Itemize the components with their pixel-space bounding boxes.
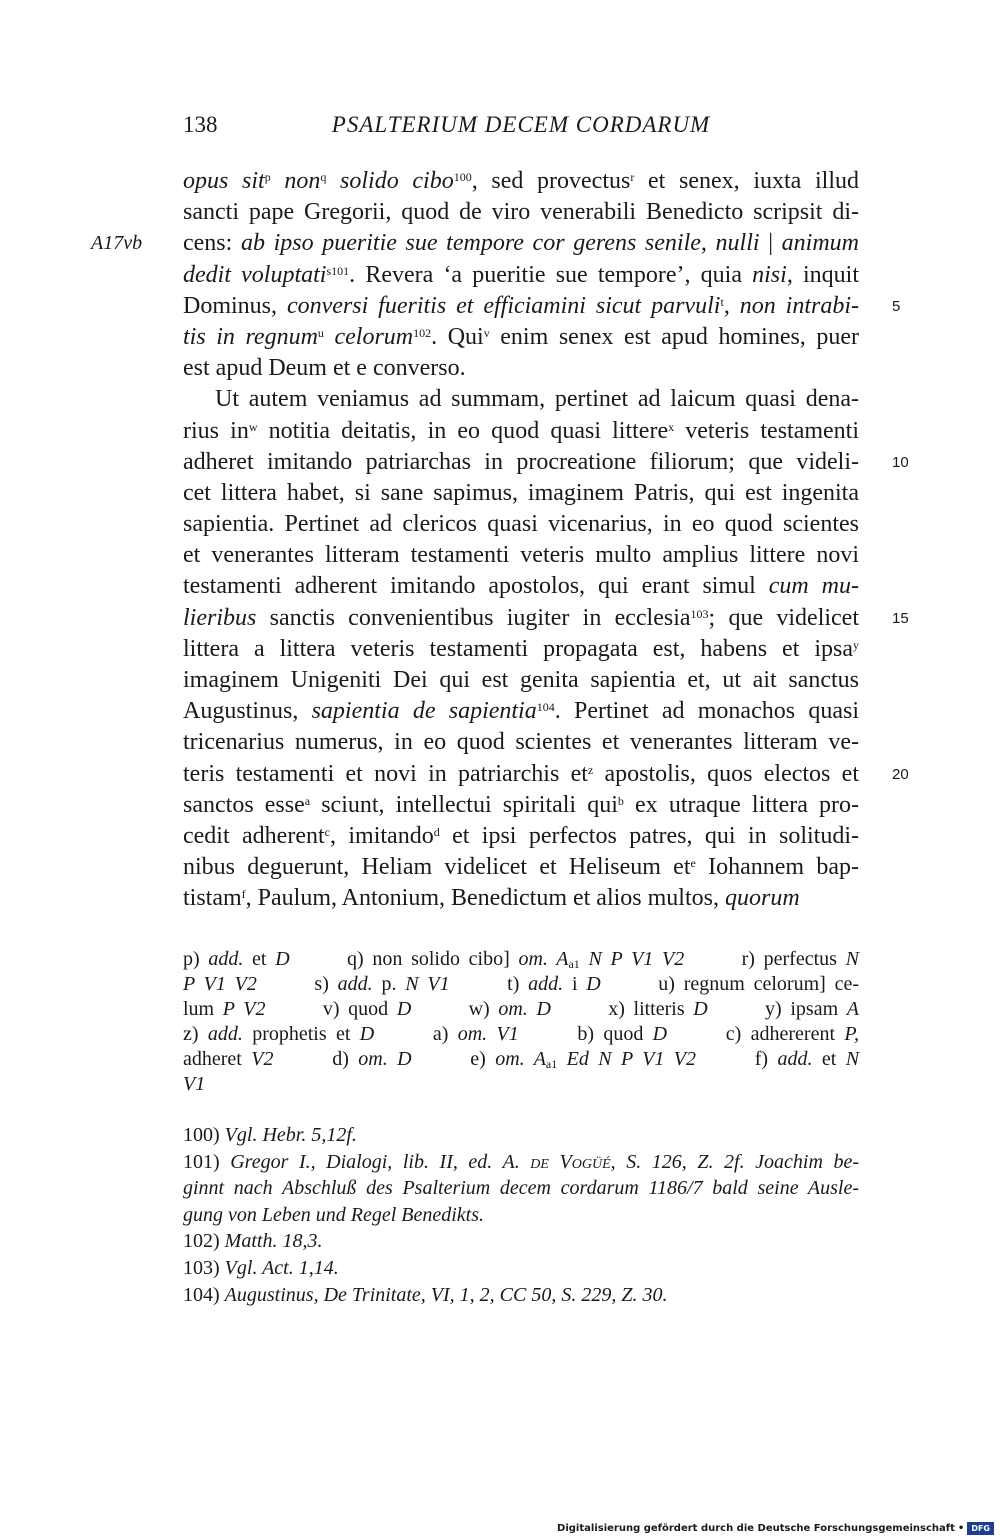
footnote-line: gung von Leben und Regel Benedikts. [183, 1203, 485, 1226]
text-line: cedit adherent$^c$, imitando$^d$ et ipsi perfectos patres, qui in solitudi- [183, 822, 860, 849]
line-number: 15 [892, 609, 909, 627]
credit-text: Digitalisierung gefördert durch die Deutsche Forschungsgemeinschaft [557, 1523, 955, 1534]
apparatus-line: adheret V2 d) om. D e) om. $A_{a1}$ Ed N P V1 V2 f) add. et N [183, 1048, 860, 1071]
critical-apparatus [183, 947, 859, 1097]
credit-separator: • [957, 1523, 965, 1534]
footnote-line: 103) Vgl. Act. 1,14. [183, 1256, 339, 1279]
apparatus-line: P V1 V2 s) add. p. N V1 t) add. i D u) regnum celorum] ce- [183, 973, 860, 995]
text-line: est apud Deum et e converso. [183, 355, 466, 382]
dfg-logo-icon: DFG [967, 1522, 994, 1535]
apparatus-line: lum P V2 v) quod D w) om. D x) litteris D y) ipsam A [183, 998, 860, 1020]
text-line: rius $in^w$ notitia deitatis, in eo quod quasi littere$^x$ veteris testamenti [183, 417, 860, 444]
line-number: 20 [892, 765, 909, 783]
text-line: lieribus sanctis convenientibus iugiter in ecclesia$^{103}$; que videlicet 15 [183, 603, 859, 634]
line-number: 10 [892, 453, 909, 471]
text-line: littera a littera veteris testamenti propagata est, habens et ipsa$^y$ [183, 635, 859, 662]
footnote-line: 102) Matth. 18,3. [183, 1230, 323, 1253]
footnote-line: 101) Gregor I., Dialogi, lib. II, ed. A. de Vogüé, S. 126, Z. 2f. Joachim be- [183, 1150, 859, 1173]
footnote-line: 100) Vgl. Hebr. 5,12f. [183, 1124, 357, 1146]
apparatus-line: p) add. et D q) non solido cibo] om. $A_{a1}$ N P V1 V2 r) perfectus N [183, 948, 859, 971]
text-line: cens: ab ipso pueritie sue tempore cor gerens senile, nulli | animum A17vb [183, 228, 859, 259]
text-line: dedit voluptati$^{s101}$. Revera ‘a pueritie sue tempore’, quia nisi, inquit [183, 261, 859, 288]
text-line: Ut autem veniamus ad summam, pertinet ad laicum quasi dena- [215, 386, 859, 413]
footnotes [183, 1122, 859, 1308]
digitization-credit [557, 1522, 994, 1535]
text-line: tricenarius numerus, in eo quod scientes et venerantes litteram ve- [183, 729, 859, 756]
text-line: testamenti adherent imitando apostolos, qui erant simul cum mu- [183, 573, 859, 600]
text-line: sanctos esse$^a$ sciunt, intellectui spiritali qui$^b$ ex utraque littera pro- [183, 791, 859, 818]
apparatus-line: V1 [183, 1073, 206, 1095]
line-number: 5 [892, 297, 901, 315]
running-title: PSALTERIUM DECEM CORDARUM [331, 112, 711, 137]
text-line: et venerantes litteram testamenti veteris multo amplius littere novi [183, 542, 859, 569]
text-line: tistam$^f$, Paulum, Antonium, Benedictum et alios multos, quorum [183, 885, 800, 912]
text-line: opus sit$^p$ non$^q$ solido cibo$^{100}$, sed provectus$^r$ et senex, iuxta illud [183, 168, 859, 194]
page-header [183, 112, 859, 144]
text-line: cet littera habet, si sane sapimus, imaginem Patris, qui est ingenita [183, 479, 859, 506]
main-text [91, 166, 909, 915]
text-line: sancti pape Gregorii, quod de viro venerabili Benedicto scripsit di- [183, 199, 859, 226]
margin-note: A17vb [91, 232, 143, 255]
text-line: Dominus, conversi fueritis et efficiamini sicut parvuli$^t$, non intrabi- 5 [183, 291, 859, 322]
text-line: sapientia. Pertinet ad clericos quasi vicenarius, in eo quod scientes [183, 511, 859, 538]
text-line: nibus deguerunt, Heliam videlicet et Heliseum $et^e$ Iohannem bap- [183, 854, 859, 881]
text-line: teris testamenti et novi in patriarchis $et^z$ apostolis, quos electos et 20 [183, 759, 859, 790]
text-line: adheret imitando patriarchas in procreatione filiorum; que videli- 10 [183, 447, 859, 478]
page-number: 138 [183, 112, 218, 137]
apparatus-line: z) add. prophetis et D a) om. V1 b) quod D c) adhererent P, [183, 1023, 859, 1045]
text-line: tis in regnum$^u$ celorum$^{102}$. Qui$^v$ enim senex est apud homines, puer [183, 323, 860, 350]
text-line: imaginem Unigeniti Dei qui est genita sapientia et, ut ait sanctus [183, 667, 859, 693]
footnote-line: 104) Augustinus, De Trinitate, VI, 1, 2, CC 50, S. 229, Z. 30. [183, 1283, 668, 1306]
text-line: Augustinus, sapientia de sapientia$^{104}$. Pertinet ad monachos quasi [183, 698, 859, 725]
footnote-line: ginnt nach Abschluß des Psalterium decem cordarum 1186/7 bald seine Ausle- [183, 1177, 859, 1200]
